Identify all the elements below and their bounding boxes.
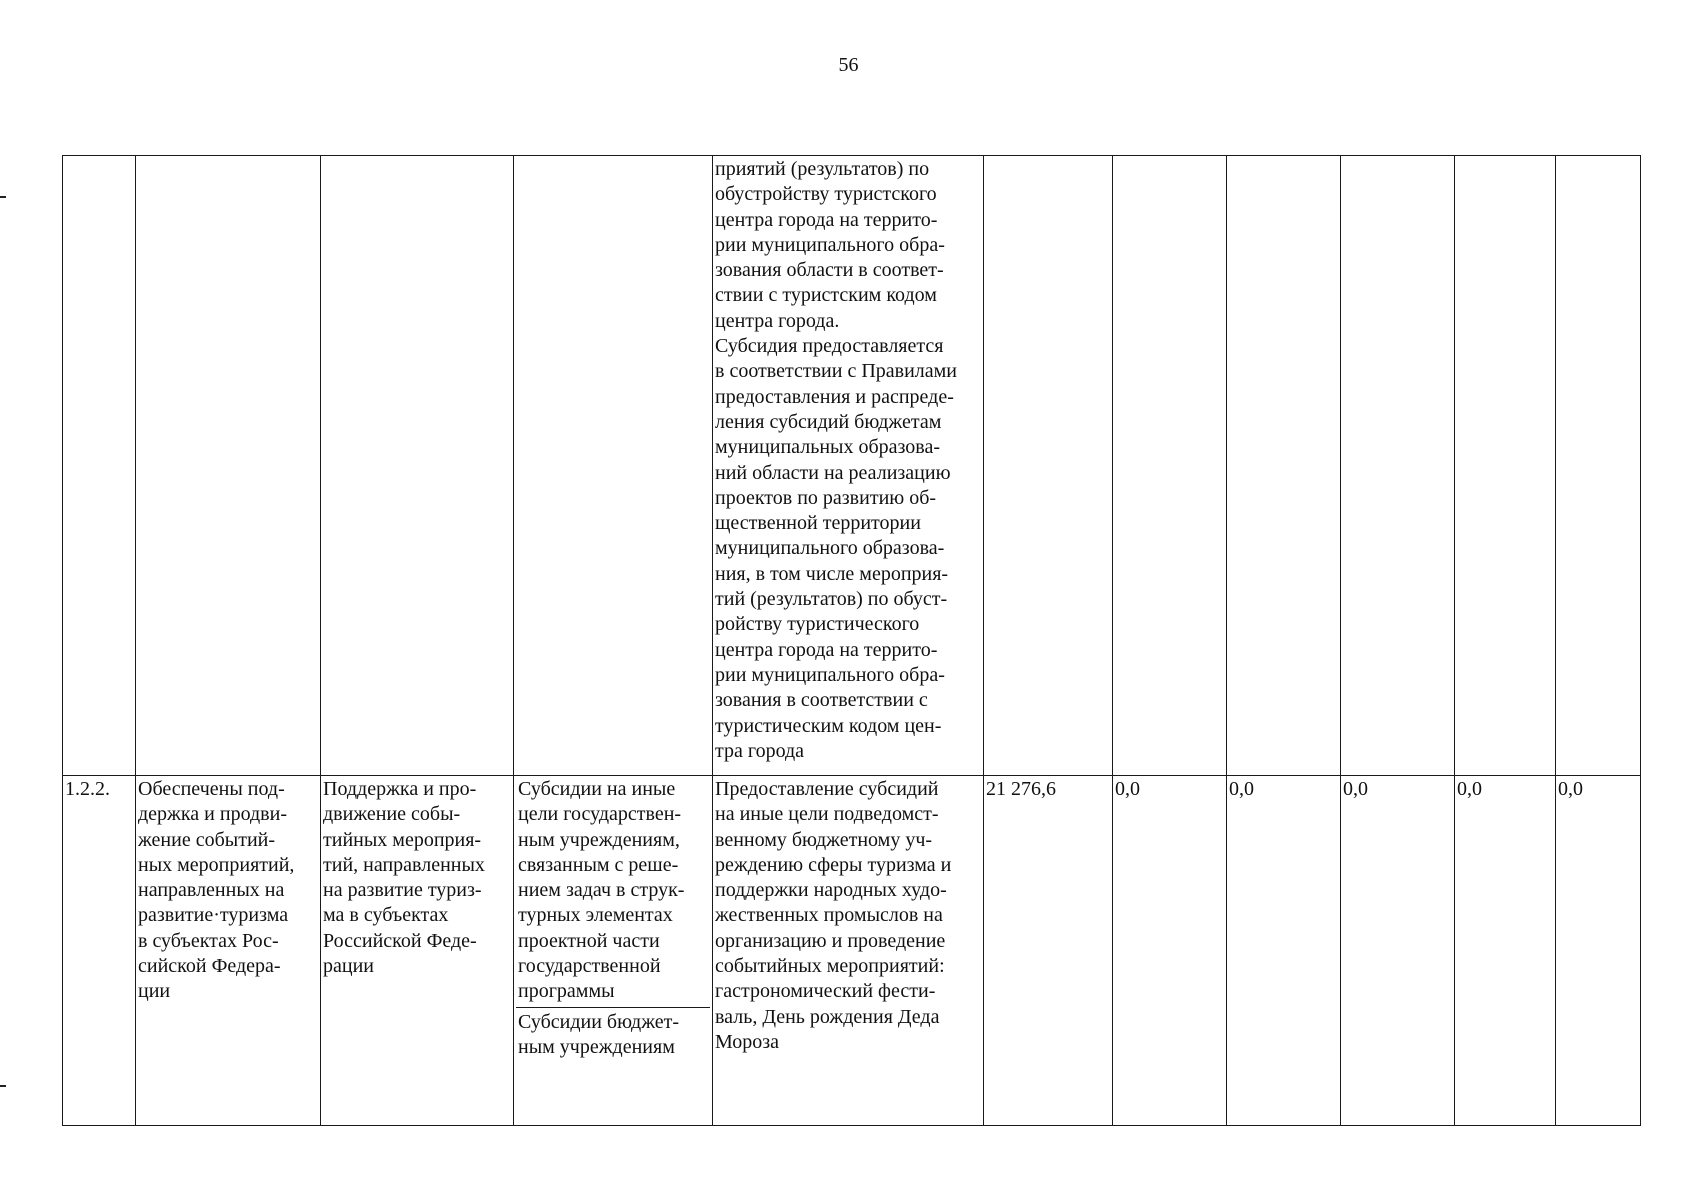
description-cell: Предоставление субсидий на иные цели подведомст- венному бюджетному уч- реждению сферы туризма и поддержки народных худо- жественных промыслов на организацию и проведение событийных мероприятий: гастрономический фести- валь, День рождения Деда Мороза [713, 776, 984, 1126]
table-cell [514, 156, 713, 776]
amount-cell: 0,0 [1341, 776, 1455, 1126]
table-cell [1556, 156, 1641, 776]
row-number: 1.2.2. [63, 776, 136, 1126]
table-cell [1455, 156, 1556, 776]
table-cell [1341, 156, 1455, 776]
table-row [63, 156, 1641, 776]
amount-cell: 0,0 [1227, 776, 1341, 1126]
amount-cell: 0,0 [1455, 776, 1556, 1126]
scan-edge-mark [0, 196, 6, 198]
page-number: 56 [838, 54, 859, 76]
description-continuation: приятий (результатов) по обустройству туристского центра города на террито- рии муниципального обра- зования области в соответ- ствии с туристским кодом центра города. Субсидия предоставляется в соответствии с Правилами предоставления и распреде- ления субсидий бюджетам муниципальных образова- ний области на реализацию проектов по развитию об- щественной территории муниципального образова- ния, в том числе мероприя- тий (результатов) по обуст- ройству туристического центра города на террито- рии муниципального обра- зования в соответствии с туристическим кодом цен- тра города [713, 156, 984, 776]
amount-cell: 0,0 [1556, 776, 1641, 1126]
table-cell [136, 156, 321, 776]
table-cell [321, 156, 514, 776]
table-row [63, 776, 1641, 1126]
subsidy-type-cell [514, 776, 713, 1126]
event-cell: Поддержка и про- движение собы- тийных мероприя- тий, направленных на развитие туриз- ма в субъектах Российской Феде- рации [321, 776, 514, 1126]
subsidy-type-1: Субсидии на иные цели государствен- ным учреждениям, связанным с реше- нием задач в струк- турных элементах проектной части государственной программы [516, 777, 710, 1008]
result-cell: Обеспечены под- держка и продви- жение событий- ных мероприятий, направленных на развитие·туризма в субъектах Рос- сийской Федера- ции [136, 776, 321, 1126]
table-cell [984, 156, 1113, 776]
budget-table [62, 155, 1641, 1126]
subsidy-type-2: Субсидии бюджет- ным учреждениям [518, 1010, 680, 1058]
table-cell [1227, 156, 1341, 776]
scan-edge-mark [0, 1085, 6, 1087]
amount-cell: 0,0 [1113, 776, 1227, 1126]
amount-cell: 21 276,6 [984, 776, 1113, 1126]
table-cell [63, 156, 136, 776]
table-cell [1113, 156, 1227, 776]
